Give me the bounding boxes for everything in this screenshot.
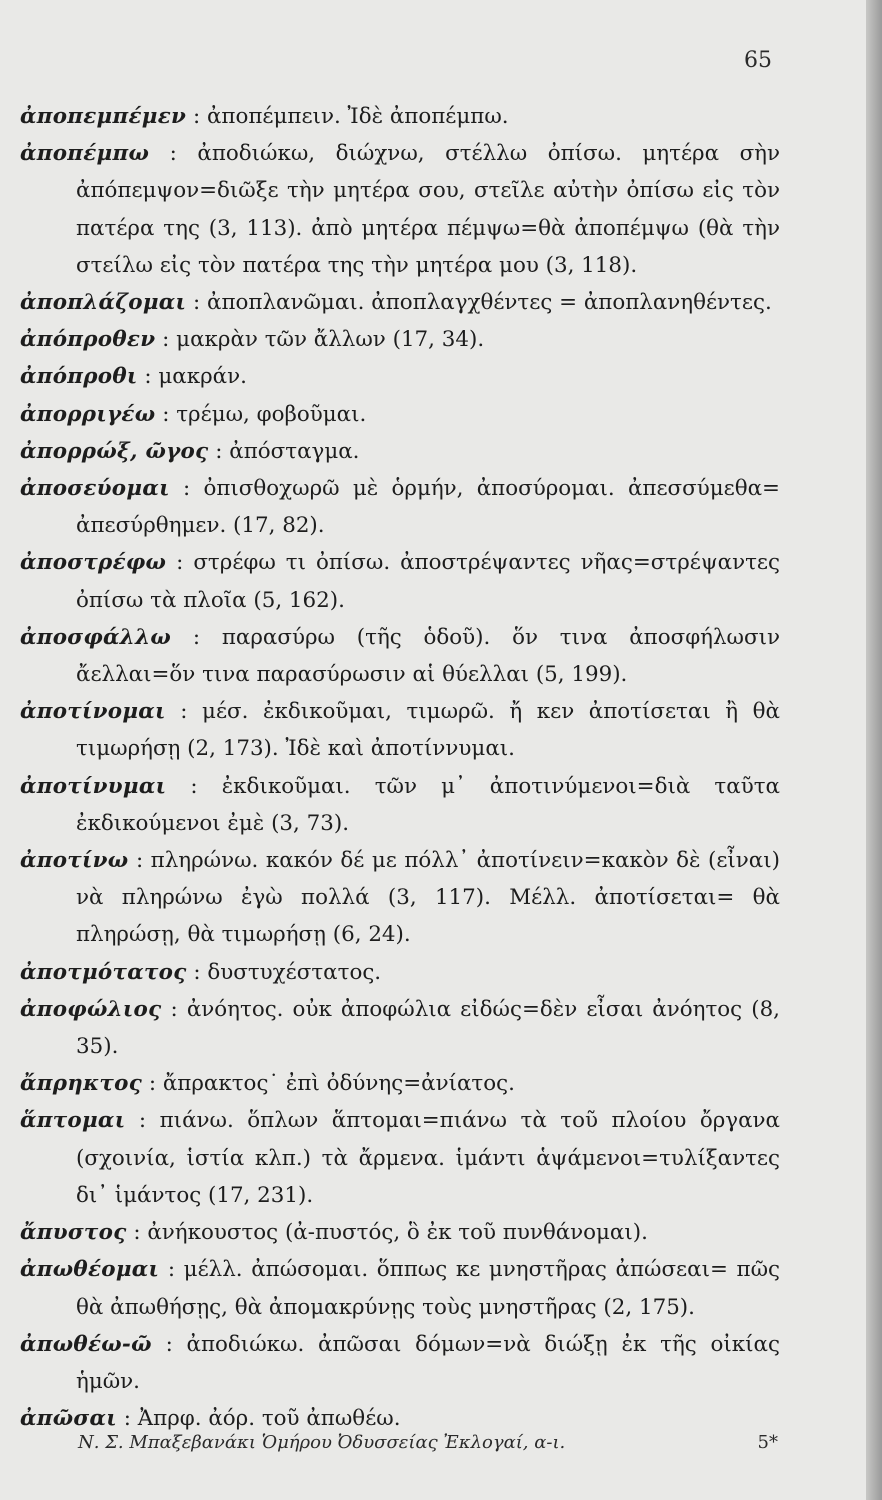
- entry-headword: ἀποπεμπέμεν: [20, 104, 187, 129]
- footer-text: Ν. Σ. Μπαξεβανάκι Ὁμήρου Ὀδυσσείας Ἐκλογαί, α-ι.: [78, 1432, 566, 1453]
- glossary-entry: [20, 693, 780, 767]
- entry-definition: : ἀποπέμπειν. Ἰδὲ ἀποπέμπω.: [192, 104, 509, 129]
- entry-definition: : στρέφω τι ὀπίσω. ἀποστρέψαντες νῆας=στρέψαντες ὀπίσω τὰ πλοῖα (5, 162).: [76, 550, 780, 613]
- glossary-entry: [20, 135, 780, 284]
- entry-headword: ἀπόπροθι: [20, 364, 138, 390]
- entry-definition: : τρέμω, φοβοῦμαι.: [162, 401, 367, 427]
- entry-definition: : Ἀπρφ. ἀόρ. τοῦ ἀπωθέω.: [123, 1406, 401, 1432]
- entry-definition: : ἄπρακτος˙ ἐπὶ ὀδύνης=ἀνίατος.: [148, 1071, 515, 1097]
- entry-definition: : ἀποδιώκω. ἀπῶσαι δόμων=νὰ διώξῃ ἐκ τῆς οἰκίας ἡμῶν.: [76, 1331, 780, 1394]
- entry-definition: : ἀπόσταγμα.: [215, 438, 360, 464]
- entry-definition: : ἐκδικοῦμαι. τῶν μ᾽ ἀποτινύμενοι=διὰ ταῦτα ἐκδικούμενοι ἐμὲ (3, 73).: [76, 773, 780, 836]
- entry-definition: : ὀπισθοχωρῶ μὲ ὁρμήν, ἀποσύρομαι. ἀπεσσύμεθα= ἀπεσύρθημεν. (17, 82).: [76, 476, 780, 539]
- entry-definition: : πιάνω. ὅπλων ἅπτομαι=πιάνω τὰ τοῦ πλοίου ὄργανα (σχοινία, ἱστία κλπ.) τὰ ἄρμενα. ἱμάντι ἁψάμενοι=τυλίξαντες δι᾽ ἱμάντος (17, 231).: [76, 1108, 780, 1208]
- glossary-entry: [20, 544, 780, 618]
- entry-definition: : μακράν.: [144, 364, 247, 390]
- page-edge: [866, 0, 882, 1500]
- glossary-entries: [20, 98, 780, 1437]
- glossary-entry: [20, 358, 780, 395]
- glossary-entry: [20, 954, 780, 991]
- glossary-entry: [20, 1251, 780, 1325]
- entry-headword: ἀπωθέομαι: [20, 1257, 160, 1283]
- glossary-entry: [20, 768, 780, 842]
- glossary-entry: [20, 1326, 780, 1400]
- entry-definition: : ἀποδιώκω, διώχνω, στέλλω ὀπίσω. μητέρα σὴν ἀπόπεμψον=διῶξε τὴν μητέρα σου, στεῖλε αὐτὴν ὀπίσω εἰς τὸν πατέρα της (3, 113). ἀπὸ μητέρα πέμψω=θὰ ἀποπέμψω (θὰ τὴν στείλω εἰς τὸν πατέρα της τὴν μητέρα μου (3, 118).: [76, 141, 780, 278]
- entry-definition: : παρασύρω (τῆς ὁδοῦ). ὅν τινα ἀποσφήλωσιν ἄελλαι=ὅν τινα παρασύρωσιν αἱ θύελλαι (5, 199).: [76, 624, 780, 688]
- entry-headword: ἀποπέμπω: [20, 141, 150, 167]
- page-number: 65: [744, 48, 772, 73]
- entry-headword: ἀποστρέφω: [20, 550, 167, 576]
- entry-definition: : ἀνήκουστος (ἀ-πυστός, ὃ ἐκ τοῦ πυνθάνομαι).: [133, 1220, 648, 1246]
- entry-definition: : μέσ. ἐκδικοῦμαι, τιμωρῶ. ἤ κεν ἀποτίσεται ἢ θὰ τιμωρήσῃ (2, 173). Ἰδὲ καὶ ἀποτίννυμαι.: [76, 699, 780, 762]
- entry-definition: : ἀποπλανῶμαι. ἀποπλαγχθέντες = ἀποπλανηθέντες.: [193, 290, 772, 316]
- glossary-entry: [20, 1102, 780, 1214]
- entry-definition: : μακρὰν τῶν ἄλλων (17, 34).: [162, 327, 485, 353]
- glossary-entry: [20, 842, 780, 954]
- entry-headword: ἀποτίνω: [20, 848, 129, 874]
- glossary-entry: [20, 396, 780, 433]
- entry-definition: : μέλλ. ἀπώσομαι. ὅππως κε μνηστῆρας ἀπώσεαι= πῶς θὰ ἀπωθήσῃς, θὰ ἀπομακρύνῃς τοὺς μνηστῆρας (2, 175).: [76, 1257, 780, 1320]
- entry-headword: ἀποτμότατος: [20, 959, 187, 985]
- entry-definition: : ἀνόητος. οὐκ ἀποφώλια εἰδώς=δὲν εἶσαι ἀνόητος (8, 35).: [76, 996, 780, 1060]
- entry-headword: ἀπορριγέω: [20, 401, 156, 427]
- entry-headword: ἀπωθέω-ῶ: [20, 1331, 152, 1357]
- entry-headword: ἀποτίνομαι: [20, 699, 166, 725]
- entry-headword: ἀποπλάζομαι: [20, 290, 187, 316]
- glossary-entry: [20, 433, 780, 470]
- entry-headword: ἀποφώλιος: [20, 996, 162, 1022]
- entry-headword: ἅπτομαι: [20, 1108, 126, 1134]
- glossary-entry: [20, 991, 780, 1065]
- glossary-entry: [20, 98, 780, 135]
- glossary-entry: [20, 1065, 780, 1102]
- entry-headword: ἀπόπροθεν: [20, 327, 156, 353]
- entry-headword: ἀποσφάλλω: [20, 624, 172, 650]
- entry-definition: : πληρώνω. κακόν δέ με πόλλ᾽ ἀποτίνειν=κακὸν δὲ (εἶναι) νὰ πληρώνω ἐγὼ πολλά (3, 117). Μέλλ. ἀποτίσεται= θὰ πληρώσῃ, θὰ τιμωρήσῃ (6, 24).: [76, 848, 780, 948]
- glossary-entry: [20, 284, 780, 321]
- footer: [78, 1432, 778, 1453]
- glossary-entry: [20, 470, 780, 544]
- entry-definition: : δυστυχέστατος.: [193, 959, 382, 985]
- entry-headword: ἀπορρώξ, ῶγος: [20, 438, 209, 464]
- glossary-entry: [20, 1214, 780, 1251]
- glossary-entry: [20, 619, 780, 693]
- entry-headword: ἄπρηκτος: [20, 1071, 143, 1097]
- entry-headword: ἀπῶσαι: [20, 1406, 117, 1432]
- entry-headword: ἀποτίνυμαι: [20, 773, 167, 799]
- entry-headword: ἄπυστος: [20, 1220, 127, 1246]
- entry-headword: ἀποσεύομαι: [20, 476, 170, 502]
- glossary-entry: [20, 321, 780, 358]
- signature-mark: 5*: [757, 1432, 778, 1453]
